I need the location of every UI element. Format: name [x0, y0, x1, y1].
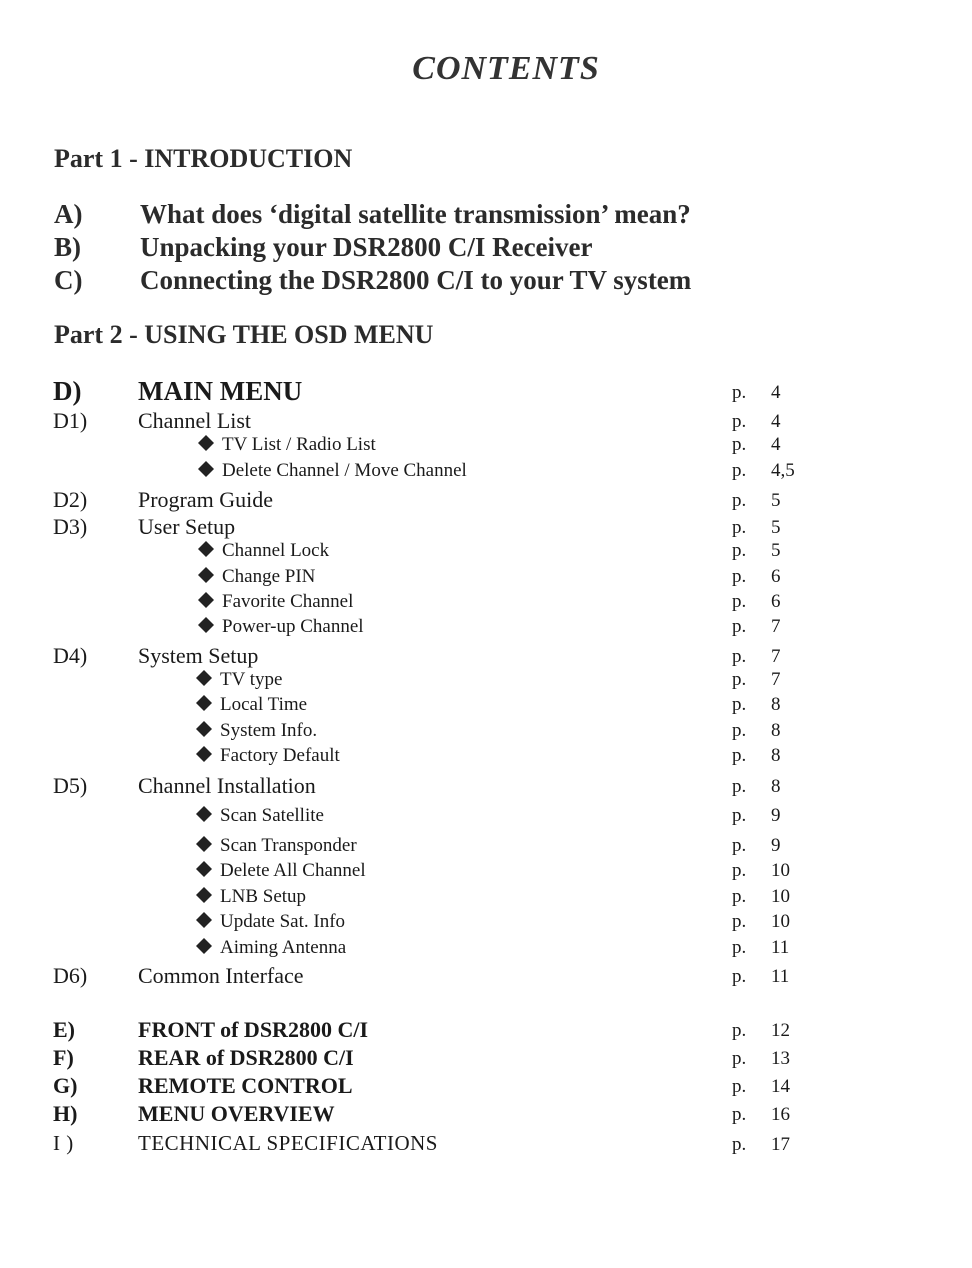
page-prefix: p.	[732, 566, 747, 587]
entry-label	[196, 745, 340, 767]
part1-heading: Part 1 - INTRODUCTION	[54, 144, 353, 173]
diamond-bullet-icon	[196, 695, 212, 711]
entry-code: D5)	[53, 773, 88, 798]
page-prefix: p.	[732, 966, 747, 987]
page-prefix: p.	[732, 1020, 747, 1041]
page-number: 7	[771, 616, 781, 637]
page-number: 5	[771, 517, 781, 538]
page-number: 16	[771, 1104, 790, 1125]
diamond-bullet-icon	[196, 861, 212, 877]
diamond-bullet-icon	[196, 746, 212, 762]
page-prefix: p.	[732, 460, 747, 481]
page-prefix: p.	[732, 646, 747, 667]
page-prefix: p.	[732, 1134, 747, 1155]
diamond-bullet-icon	[196, 806, 212, 822]
item-label: Connecting the DSR2800 C/I to your TV system	[140, 265, 692, 295]
entry-label	[138, 487, 273, 513]
entry-label-text: TV List / Radio List	[222, 434, 376, 455]
entry-label-text: Favorite Channel	[222, 591, 354, 612]
page-prefix: p.	[732, 835, 747, 856]
entry-label-text: Program Guide	[138, 487, 274, 512]
item-code: C)	[54, 265, 83, 295]
entry-label	[138, 408, 251, 434]
page-number: 6	[771, 591, 781, 612]
entry-label-text: Scan Satellite	[220, 805, 324, 826]
toc-entry	[0, 460, 972, 490]
entry-label	[138, 376, 302, 407]
entry-label	[196, 805, 324, 827]
page-number: 4	[771, 382, 781, 403]
page-number: 13	[771, 1048, 790, 1069]
diamond-bullet-icon	[196, 912, 212, 928]
entry-label	[198, 540, 329, 562]
entry-label-text: System Setup	[138, 643, 259, 668]
diamond-bullet-icon	[198, 592, 214, 608]
section-label: FRONT of DSR2800 C/I	[138, 1017, 369, 1042]
page-prefix: p.	[732, 540, 747, 561]
toc-entry	[0, 616, 972, 646]
entry-label	[138, 643, 258, 669]
item-code: A)	[54, 199, 83, 229]
section-label: REAR of DSR2800 C/I	[138, 1045, 354, 1070]
page-prefix: p.	[732, 805, 747, 826]
page-number: 11	[771, 937, 790, 958]
section-code: I )	[53, 1131, 74, 1155]
item-label: What does ‘digital satellite transmission’ mean?	[140, 199, 691, 229]
entry-code: D3)	[53, 514, 88, 539]
entry-label	[198, 616, 364, 638]
entry-code: D6)	[53, 963, 88, 988]
page-title: CONTENTS	[412, 50, 600, 87]
toc-section	[0, 1073, 972, 1103]
entry-label-text: Delete Channel / Move Channel	[222, 460, 467, 481]
page-prefix: p.	[732, 1076, 747, 1097]
entry-label-text: Common Interface	[138, 963, 304, 988]
page-number: 8	[771, 776, 781, 797]
entry-label-text: Factory Default	[220, 745, 340, 766]
page-number: 9	[771, 835, 781, 856]
entry-label	[198, 460, 467, 482]
entry-label	[138, 514, 235, 540]
entry-label	[196, 669, 282, 691]
page-number: 4,5	[771, 460, 795, 481]
diamond-bullet-icon	[196, 670, 212, 686]
toc-entry	[0, 963, 972, 993]
page-prefix: p.	[732, 669, 747, 690]
entry-label	[196, 860, 366, 882]
diamond-bullet-icon	[198, 461, 214, 477]
toc-entry	[0, 745, 972, 775]
intro-item-a	[54, 199, 691, 230]
page-number: 6	[771, 566, 781, 587]
page-number: 12	[771, 1020, 790, 1041]
entry-code: D1)	[53, 408, 88, 433]
page-prefix: p.	[732, 911, 747, 932]
entry-label	[196, 886, 306, 908]
entry-label	[196, 911, 345, 933]
toc-entry	[0, 773, 972, 803]
entry-code: D)	[53, 376, 82, 406]
page-number: 7	[771, 669, 781, 690]
entry-label	[196, 720, 317, 742]
page-number: 9	[771, 805, 781, 826]
entry-label-text: Power-up Channel	[222, 616, 364, 637]
page-number: 10	[771, 911, 790, 932]
page-number: 11	[771, 966, 790, 987]
page-number: 8	[771, 694, 781, 715]
page-prefix: p.	[732, 1104, 747, 1125]
diamond-bullet-icon	[198, 567, 214, 583]
page-prefix: p.	[732, 860, 747, 881]
page-number: 17	[771, 1134, 790, 1155]
page-prefix: p.	[732, 382, 747, 403]
entry-label-text: Aiming Antenna	[220, 937, 347, 958]
page-prefix: p.	[732, 1048, 747, 1069]
page-number: 4	[771, 434, 781, 455]
entry-label-text: Local Time	[220, 694, 308, 715]
page-prefix: p.	[732, 720, 747, 741]
entry-label	[198, 566, 315, 588]
page-number: 5	[771, 490, 781, 511]
page-prefix: p.	[732, 591, 747, 612]
entry-label	[196, 937, 346, 959]
page-number: 8	[771, 720, 781, 741]
item-label: Unpacking your DSR2800 C/I Receiver	[140, 232, 593, 262]
entry-label	[196, 694, 307, 716]
page-number: 10	[771, 860, 790, 881]
entry-label-text: Scan Transponder	[220, 835, 357, 856]
entry-label-text: Channel List	[138, 408, 252, 433]
page-prefix: p.	[732, 745, 747, 766]
page-prefix: p.	[732, 490, 747, 511]
section-label: REMOTE CONTROL	[138, 1073, 353, 1098]
entry-code: D2)	[53, 487, 88, 512]
page-prefix: p.	[732, 434, 747, 455]
entry-label-text: TV type	[220, 669, 283, 690]
toc-section	[0, 1131, 972, 1161]
item-code: B)	[54, 232, 81, 262]
diamond-bullet-icon	[198, 435, 214, 451]
entry-code: D4)	[53, 643, 88, 668]
entry-label-text: Update Sat. Info	[220, 911, 346, 932]
page-number: 5	[771, 540, 781, 561]
page-prefix: p.	[732, 886, 747, 907]
entry-label-text: User Setup	[138, 514, 236, 539]
page-prefix: p.	[732, 694, 747, 715]
toc-entry	[0, 376, 972, 406]
entry-label	[196, 835, 357, 857]
part2-heading: Part 2 - USING THE OSD MENU	[54, 320, 434, 349]
page-prefix: p.	[732, 517, 747, 538]
toc-section	[0, 1101, 972, 1131]
page-number: 7	[771, 646, 781, 667]
toc-entry	[0, 805, 972, 835]
section-label: TECHNICAL SPECIFICATIONS	[138, 1131, 438, 1155]
entry-label-text: Channel Lock	[222, 540, 330, 561]
section-code: E)	[53, 1017, 75, 1042]
entry-label	[138, 773, 316, 799]
section-code: G)	[53, 1073, 78, 1098]
diamond-bullet-icon	[196, 938, 212, 954]
entry-label-text: Channel Installation	[138, 773, 316, 798]
entry-label	[198, 434, 376, 456]
page-number: 8	[771, 745, 781, 766]
entry-label-text: Delete All Channel	[220, 860, 366, 881]
intro-item-c	[54, 265, 692, 296]
page-number: 14	[771, 1076, 790, 1097]
entry-label	[138, 963, 304, 989]
diamond-bullet-icon	[196, 887, 212, 903]
section-code: H)	[53, 1101, 78, 1126]
diamond-bullet-icon	[198, 541, 214, 557]
intro-item-b	[54, 232, 593, 263]
page-prefix: p.	[732, 937, 747, 958]
section-code: F)	[53, 1045, 74, 1070]
page-prefix: p.	[732, 616, 747, 637]
toc-entry	[0, 487, 972, 517]
page-number: 4	[771, 411, 781, 432]
page-prefix: p.	[732, 411, 747, 432]
section-label: MENU OVERVIEW	[138, 1101, 335, 1126]
entry-label-text: Change PIN	[222, 566, 316, 587]
toc-section	[0, 1045, 972, 1075]
toc-section	[0, 1017, 972, 1047]
entry-label	[198, 591, 353, 613]
entry-label-text: MAIN MENU	[138, 376, 303, 406]
page-number: 10	[771, 886, 790, 907]
entry-label-text: LNB Setup	[220, 886, 307, 907]
diamond-bullet-icon	[196, 721, 212, 737]
diamond-bullet-icon	[198, 617, 214, 633]
page-prefix: p.	[732, 776, 747, 797]
entry-label-text: System Info.	[220, 720, 318, 741]
diamond-bullet-icon	[196, 836, 212, 852]
